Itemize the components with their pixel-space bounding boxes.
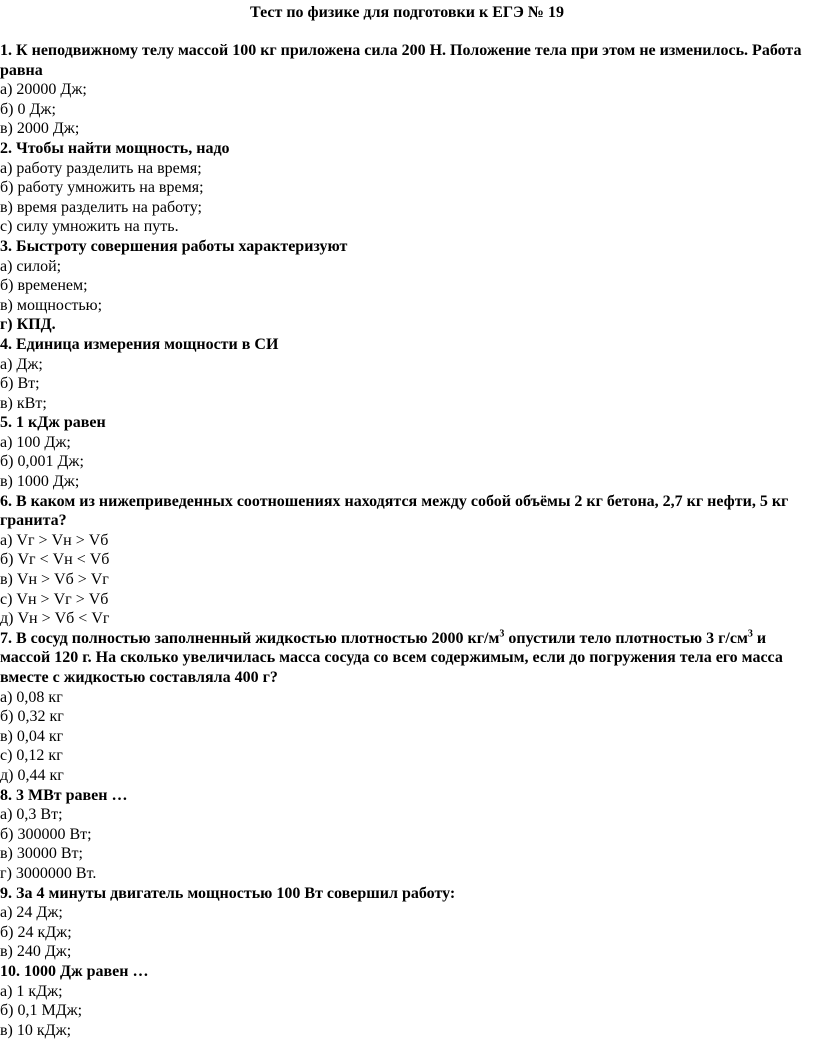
question-3-text: 3. Быстроту совершения работы характеризуют	[0, 237, 348, 255]
question-1-text: 1. К неподвижному телу массой 100 кг приложена сила 200 Н. Положение тела при этом не изменилось. Работа равна	[0, 42, 802, 79]
answer-4c: в) кВт;	[0, 394, 47, 412]
question-3	[0, 237, 814, 335]
answer-4a: а) Дж;	[0, 355, 43, 373]
answer-7d: с) 0,12 кг	[0, 747, 63, 765]
question-8-text: 8. 3 МВт равен …	[0, 786, 128, 804]
question-10	[0, 962, 814, 1040]
answer-6d: с) Vн > Vг > Vб	[0, 590, 109, 608]
answer-3b: б) временем;	[0, 277, 88, 295]
answer-2d: с) силу умножить на путь.	[0, 218, 179, 236]
answer-6a: а) Vг > Vн > Vб	[0, 531, 109, 549]
answer-8a: а) 0,3 Вт;	[0, 806, 63, 824]
answer-1b: б) 0 Дж;	[0, 100, 56, 118]
answer-6e: д) Vн > Vб < Vг	[0, 610, 110, 628]
answer-10c: в) 10 кДж;	[0, 1021, 72, 1039]
answer-8d: г) 3000000 Вт.	[0, 864, 97, 882]
answer-5a: а) 100 Дж;	[0, 433, 71, 451]
question-5	[0, 413, 814, 491]
answer-3c: в) мощностью;	[0, 296, 103, 314]
answer-2c: в) время разделить на работу;	[0, 198, 202, 216]
question-6	[0, 492, 814, 629]
answer-10a: а) 1 кДж;	[0, 982, 63, 1000]
superscript-cubed-1: 3	[499, 628, 505, 640]
answer-1c: в) 2000 Дж;	[0, 120, 80, 138]
answer-3d: г) КПД.	[0, 316, 56, 334]
superscript-cubed-2: 3	[747, 628, 753, 640]
question-7-text-part3: и массой 120 г. На сколько увеличилась масса сосуда со всем содержимым, если до погружения тела его масса вместе с жидкостью составляла 400 г?	[0, 629, 783, 686]
question-7-text-part1: 7. В сосуд полностью заполненный жидкостью плотностью 2000 кг/м	[0, 629, 500, 647]
question-2-text: 2. Чтобы найти мощность, надо	[0, 139, 230, 157]
answer-8c: в) 30000 Вт;	[0, 845, 83, 863]
answer-1a: а) 20000 Дж;	[0, 81, 87, 99]
answer-9b: б) 24 кДж;	[0, 923, 72, 941]
answer-7a: а) 0,08 кг	[0, 688, 63, 706]
question-7-text	[0, 629, 814, 688]
answer-7b: б) 0,32 кг	[0, 708, 64, 726]
question-1	[0, 41, 814, 139]
question-2	[0, 139, 814, 237]
answer-4b: б) Вт;	[0, 375, 40, 393]
answer-7c: в) 0,04 кг	[0, 727, 64, 745]
answer-3a: а) силой;	[0, 257, 62, 275]
question-9	[0, 884, 814, 962]
page-title: Тест по физике для подготовки к ЕГЭ № 19	[250, 4, 564, 21]
question-7	[0, 629, 814, 786]
question-8	[0, 786, 814, 884]
answer-5c: в) 1000 Дж;	[0, 473, 80, 491]
answer-9c: в) 240 Дж;	[0, 943, 72, 961]
answer-5b: б) 0,001 Дж;	[0, 453, 84, 471]
answer-9a: а) 24 Дж;	[0, 904, 63, 922]
answer-10b: б) 0,1 МДж;	[0, 1002, 83, 1020]
question-10-text: 10. 1000 Дж равен …	[0, 962, 149, 980]
answer-8b: б) 300000 Вт;	[0, 825, 92, 843]
question-5-text: 5. 1 кДж равен	[0, 414, 106, 432]
question-7-text-part2: опустили тело плотностью 3 г/см	[504, 629, 748, 647]
question-9-text: 9. За 4 минуты двигатель мощностью 100 Вт совершил работу:	[0, 884, 456, 902]
answer-2a: а) работу разделить на время;	[0, 159, 202, 177]
answer-6b: б) Vг < Vн < Vб	[0, 551, 110, 569]
question-6-text: 6. В каком из нижеприведенных соотношениях находятся между собой объёмы 2 кг бетона, 2,7 кг нефти, 5 кг гранита?	[0, 492, 789, 530]
question-4-text: 4. Единица измерения мощности в СИ	[0, 335, 279, 353]
question-4	[0, 335, 814, 413]
answer-6c: в) Vн > Vб > Vг	[0, 571, 109, 589]
answer-7e: д) 0,44 кг	[0, 766, 64, 784]
answer-2b: б) работу умножить на время;	[0, 179, 204, 197]
